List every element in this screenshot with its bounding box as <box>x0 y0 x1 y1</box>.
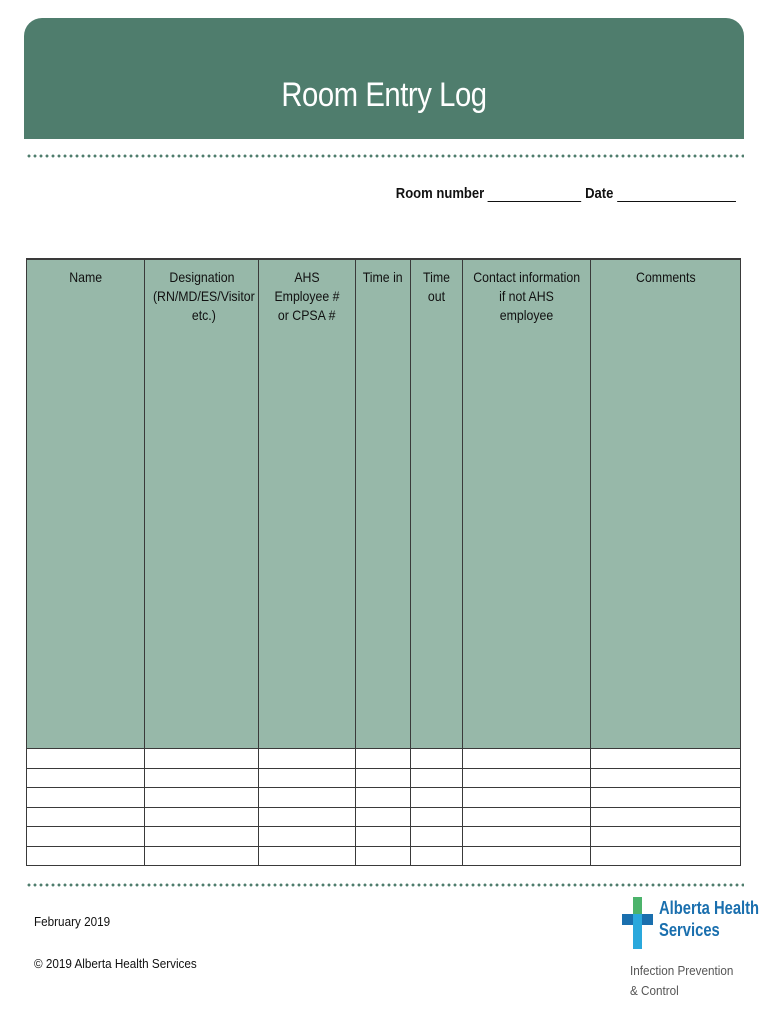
table-cell[interactable] <box>411 827 463 846</box>
table-cell[interactable] <box>259 827 356 846</box>
col-header-name: Name <box>27 259 145 749</box>
table-cell[interactable] <box>411 768 463 787</box>
table-cell[interactable] <box>463 827 591 846</box>
table-cell[interactable] <box>259 846 356 866</box>
table-cell[interactable] <box>411 846 463 866</box>
table-cell[interactable] <box>356 788 411 807</box>
table-cell[interactable] <box>27 788 145 807</box>
col-header-comments: Comments <box>591 259 741 749</box>
col-header-time-in: Time in <box>356 259 411 749</box>
date-label: Date <box>585 186 614 202</box>
table-cell[interactable] <box>27 827 145 846</box>
table-cell[interactable] <box>27 749 145 768</box>
col-header-contact-info: Contact information if not AHS employee <box>463 259 591 749</box>
table-row <box>27 749 741 768</box>
logo-org-name: Alberta Health Services <box>659 898 760 940</box>
dotted-divider-bottom <box>26 883 744 887</box>
table-row <box>27 768 741 787</box>
table-cell[interactable] <box>591 846 741 866</box>
table-cell[interactable] <box>259 768 356 787</box>
table-row <box>27 788 741 807</box>
table-cell[interactable] <box>591 827 741 846</box>
table-cell[interactable] <box>145 768 259 787</box>
table-cell[interactable] <box>259 788 356 807</box>
room-number-label: Room number <box>395 186 485 202</box>
ahs-cross-icon <box>619 895 659 955</box>
date-blank[interactable] <box>617 187 736 202</box>
table-row <box>27 827 741 846</box>
table-row <box>27 807 741 826</box>
table-cell[interactable] <box>27 807 145 826</box>
table-cell[interactable] <box>463 768 591 787</box>
table-cell[interactable] <box>463 749 591 768</box>
table-header-row <box>27 259 741 749</box>
col-header-designation: Designation (RN/MD/ES/Visitor etc.) <box>145 259 259 749</box>
footer-date: February 2019 <box>34 914 111 929</box>
table-cell[interactable] <box>591 749 741 768</box>
table-body <box>27 749 741 866</box>
room-entry-table <box>26 258 741 866</box>
table-cell[interactable] <box>27 846 145 866</box>
table-cell[interactable] <box>145 827 259 846</box>
table-cell[interactable] <box>356 807 411 826</box>
footer-copyright: © 2019 Alberta Health Services <box>34 956 197 971</box>
table-cell[interactable] <box>463 846 591 866</box>
table-cell[interactable] <box>463 807 591 826</box>
table-cell[interactable] <box>259 749 356 768</box>
table-cell[interactable] <box>145 846 259 866</box>
col-header-employee-number: AHS Employee # or CPSA # <box>259 259 356 749</box>
table-cell[interactable] <box>591 768 741 787</box>
table-cell[interactable] <box>411 788 463 807</box>
room-number-blank[interactable] <box>488 187 582 202</box>
table-cell[interactable] <box>591 788 741 807</box>
table-cell[interactable] <box>145 807 259 826</box>
room-date-fields <box>396 186 736 202</box>
page-title: Room Entry Log <box>281 76 487 114</box>
table-cell[interactable] <box>259 807 356 826</box>
table-row <box>27 846 741 866</box>
table-cell[interactable] <box>411 749 463 768</box>
table-cell[interactable] <box>27 768 145 787</box>
table-cell[interactable] <box>356 846 411 866</box>
table-cell[interactable] <box>145 788 259 807</box>
table-cell[interactable] <box>356 749 411 768</box>
logo-program-name: Infection Prevention & Control <box>630 963 734 998</box>
table-cell[interactable] <box>356 827 411 846</box>
table-cell[interactable] <box>591 807 741 826</box>
table-cell[interactable] <box>145 749 259 768</box>
table-cell[interactable] <box>356 768 411 787</box>
table-cell[interactable] <box>411 807 463 826</box>
dotted-divider-top <box>26 154 744 158</box>
table-cell[interactable] <box>463 788 591 807</box>
col-header-time-out: Time out <box>411 259 463 749</box>
ahs-logo <box>619 895 760 1005</box>
title-banner <box>24 18 744 139</box>
